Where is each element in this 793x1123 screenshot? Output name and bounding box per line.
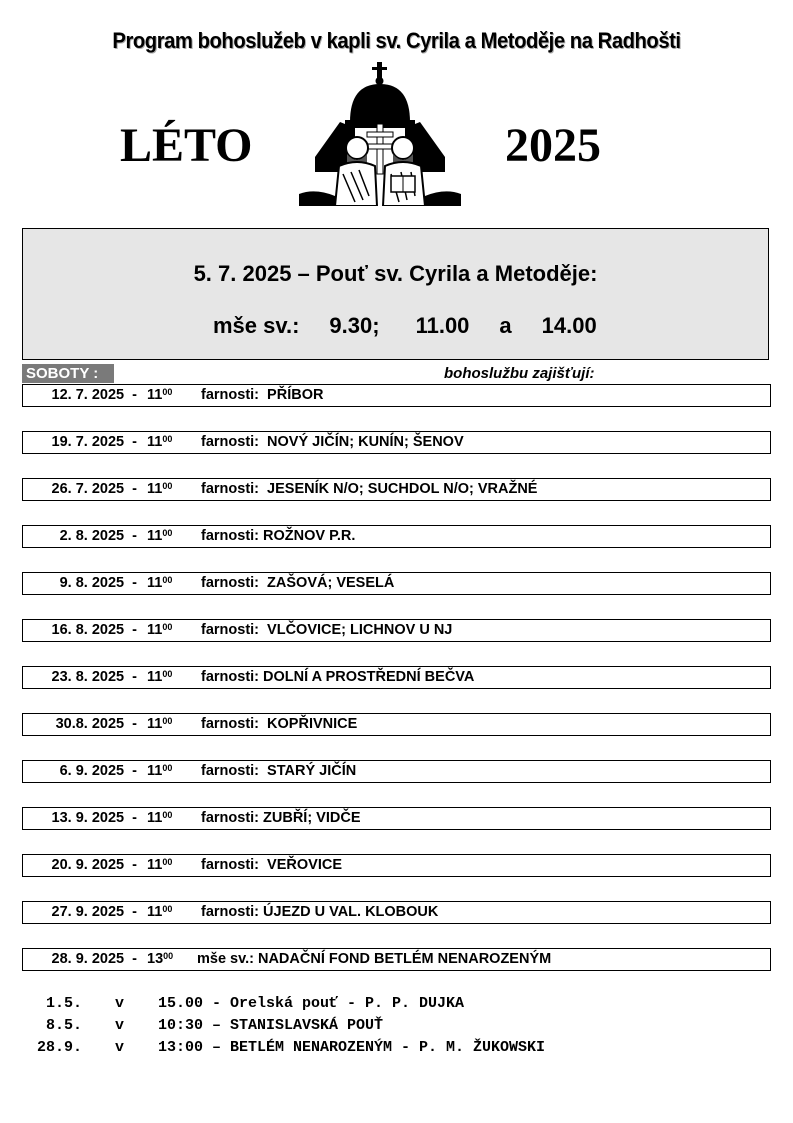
mass-conjunction: a [499, 313, 512, 338]
extra-text: 10:30 – STANISLAVSKÁ POUŤ [158, 1017, 384, 1034]
service-minutes: 00 [162, 434, 173, 444]
service-hour: 11 [147, 716, 163, 732]
mass-time-3: 14.00 [541, 313, 597, 338]
service-minutes: 00 [163, 951, 174, 961]
extra-text: 13:00 – BETLÉM NENAROZENÝM - P. M. ŽUKOWSKI [158, 1039, 546, 1056]
service-time [147, 573, 172, 594]
service-time [147, 902, 172, 923]
extra-text: 15.00 - Orelská pouť - P. P. DUJKA [158, 995, 465, 1012]
masses-label: mše sv.: [213, 313, 300, 338]
service-row [22, 525, 771, 548]
service-time [147, 808, 172, 829]
service-minutes: 00 [162, 669, 173, 679]
service-hour: 11 [147, 387, 163, 403]
extra-date: 8.5. [45, 1017, 82, 1034]
service-hour: 11 [147, 434, 163, 450]
service-parishes: farnosti: ZUBŘÍ; VIDČE [201, 810, 361, 826]
service-date: 28. 9. 2025 - [51, 951, 137, 967]
service-date: 13. 9. 2025 - [51, 810, 137, 826]
service-date: 19. 7. 2025 - [51, 434, 137, 450]
service-row [22, 807, 771, 830]
service-parishes: farnosti: NOVÝ JIČÍN; KUNÍN; ŠENOV [201, 434, 464, 450]
year-label: 2025 [505, 119, 601, 172]
service-parishes: farnosti: STARÝ JIČÍN [201, 763, 357, 779]
service-minutes: 00 [162, 857, 173, 867]
service-date: 9. 8. 2025 - [59, 575, 137, 591]
service-time [147, 949, 173, 970]
pilgrimage-title: 5. 7. 2025 – Pouť sv. Cyrila a Metoděje: [193, 261, 598, 286]
service-minutes: 00 [162, 481, 173, 491]
service-hour: 11 [147, 622, 163, 638]
service-date: 27. 9. 2025 - [51, 904, 137, 920]
service-minutes: 00 [162, 716, 173, 726]
service-time [147, 479, 172, 500]
service-minutes: 00 [162, 528, 173, 538]
service-time [147, 526, 172, 547]
service-date: 30.8. 2025 - [55, 716, 137, 732]
service-row [22, 478, 771, 501]
saturdays-label: SOBOTY : [22, 364, 114, 383]
service-hour: 13 [147, 951, 164, 967]
mass-time-1: 9.30; [329, 313, 380, 338]
service-row [22, 619, 771, 642]
service-parishes: farnosti: VLČOVICE; LICHNOV U NJ [201, 622, 453, 638]
extra-v: v [115, 1039, 125, 1056]
service-time [147, 620, 172, 641]
service-time [147, 855, 172, 876]
service-time [147, 432, 172, 453]
service-row [22, 572, 771, 595]
service-row [22, 384, 771, 407]
service-parishes: farnosti: PŘÍBOR [201, 387, 324, 403]
service-parishes: farnosti: KOPŘIVNICE [201, 716, 358, 732]
service-minutes: 00 [162, 904, 173, 914]
extra-v: v [115, 1017, 125, 1034]
service-time [147, 667, 172, 688]
extra-date: 1.5. [45, 995, 82, 1012]
service-parishes: farnosti: ZAŠOVÁ; VESELÁ [201, 575, 395, 591]
service-minutes: 00 [162, 810, 173, 820]
service-parishes: farnosti: JESENÍK N/O; SUCHDOL N/O; VRAŽNÉ [201, 481, 538, 497]
service-time [147, 761, 172, 782]
service-row [22, 760, 771, 783]
service-parishes: farnosti: ÚJEZD U VAL. KLOBOUK [201, 904, 439, 920]
extra-date: 28.9. [36, 1039, 82, 1056]
service-minutes: 00 [162, 622, 173, 632]
chapel-saints-emblem [295, 62, 465, 206]
service-row [22, 713, 771, 736]
extra-v: v [115, 995, 125, 1012]
service-time [147, 714, 172, 735]
service-parishes: farnosti: DOLNÍ A PROSTŘEDNÍ BEČVA [201, 669, 475, 685]
service-row [22, 854, 771, 877]
saturdays-header [22, 364, 769, 383]
service-hour: 11 [147, 810, 163, 826]
service-hour: 11 [147, 857, 163, 873]
service-minutes: 00 [162, 763, 173, 773]
service-minutes: 00 [162, 387, 173, 397]
service-date: 26. 7. 2025 - [51, 481, 137, 497]
service-date: 23. 8. 2025 - [51, 669, 137, 685]
service-date: 12. 7. 2025 - [51, 387, 137, 403]
service-hour: 11 [147, 481, 163, 497]
mass-time-2: 11.00 [415, 313, 470, 338]
service-parishes: mše sv.: NADAČNÍ FOND BETLÉM NENAROZENÝM [197, 951, 552, 967]
service-parishes: farnosti: VEŘOVICE [201, 857, 342, 873]
service-hour: 11 [147, 763, 163, 779]
service-date: 20. 9. 2025 - [51, 857, 137, 873]
pilgrimage-masses [213, 313, 597, 339]
service-row [22, 666, 771, 689]
service-hour: 11 [147, 904, 163, 920]
page-title: Program bohoslužeb v kapli sv. Cyrila a Metoděje na Radhošti [112, 28, 681, 53]
service-parishes: farnosti: ROŽNOV P.R. [201, 528, 356, 544]
provided-by-label: bohoslužbu zajišťují: [444, 365, 595, 382]
service-hour: 11 [147, 669, 163, 685]
service-row [22, 901, 771, 924]
service-date: 6. 9. 2025 - [59, 763, 137, 779]
service-row [22, 948, 771, 971]
service-row [22, 431, 771, 454]
service-date: 2. 8. 2025 - [59, 528, 137, 544]
service-minutes: 00 [162, 575, 173, 585]
pilgrimage-box [22, 228, 769, 360]
season-label: LÉTO [120, 119, 253, 172]
service-time [147, 385, 172, 406]
service-hour: 11 [147, 528, 163, 544]
service-date: 16. 8. 2025 - [51, 622, 137, 638]
service-hour: 11 [147, 575, 163, 591]
